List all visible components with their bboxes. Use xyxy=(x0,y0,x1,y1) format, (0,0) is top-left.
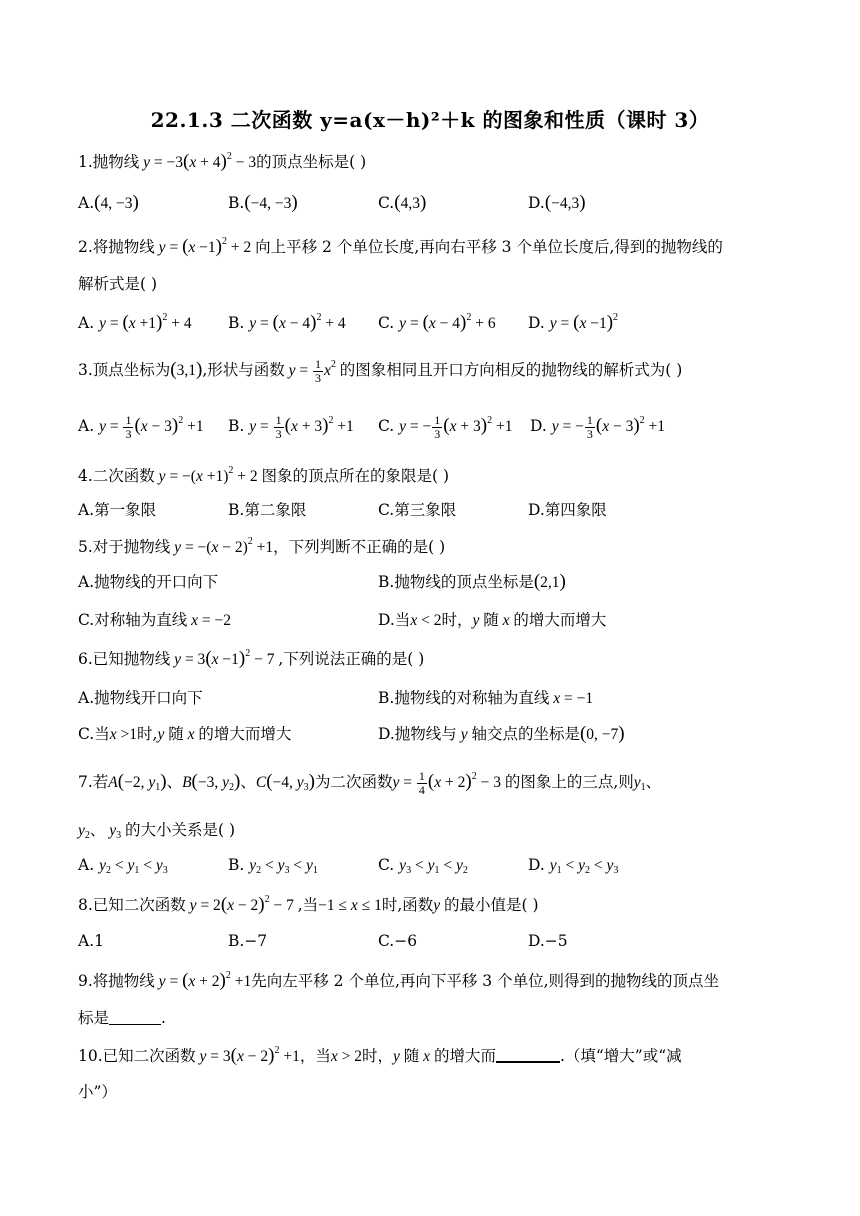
question-3-option-d[interactable]: D. y = − $\frac{1}{3}$ $(x - 3)^2 +1$ xyxy=(530,413,666,441)
question-2-option-d[interactable]: D. $y = (x -1)^2$ xyxy=(528,312,619,333)
question-9-stem: 9.将抛物线 $y = (x + 2)^2 +1$先向左平移 2 个单位,再向下平移 3 个单位,则得到的抛物线的顶点坐 xyxy=(78,970,720,991)
question-4-option-d[interactable]: D.第四象限 xyxy=(528,501,607,519)
question-9-answer-blank[interactable] xyxy=(109,1008,161,1025)
question-6-option-c[interactable]: C.当x >1时,y 随 x 的增大而增大 xyxy=(78,725,292,743)
page-title: 22.1.3 二次函数 y=a(x－h)²＋k 的图象和性质（课时 3） xyxy=(150,108,710,132)
question-8-stem: 8.已知二次函数 $y = 2(x - 2)^2 - 7$ ,当−1 ≤ x ≤ 1时,函数y 的最小值是( ) xyxy=(78,894,539,915)
question-6-option-d[interactable]: D.抛物线与 y 轴交点的坐标是(0, −7) xyxy=(378,723,625,744)
question-3-option-c[interactable]: C. y = − $\frac{1}{3}$ $(x + 3)^2 +1$ xyxy=(378,413,513,441)
question-10-stem-line2: 小”） xyxy=(78,1083,117,1101)
question-1-option-d[interactable]: D.(−4,3) xyxy=(528,192,586,213)
question-8-option-d[interactable]: D.−5 xyxy=(528,932,568,950)
question-5-option-b[interactable]: B.抛物线的顶点坐标是(2,1) xyxy=(378,571,566,592)
question-2-option-a[interactable]: A. $y = (x +1)^2 + 4$ xyxy=(78,312,192,333)
question-7-option-c[interactable]: C. $y_3 < y_1 < y_2$ xyxy=(378,856,468,876)
question-5-option-c[interactable]: C.对称轴为直线 x = −2 xyxy=(78,611,231,629)
question-7-stem-line2: $y_2$、 $y_3$ 的大小关系是( ) xyxy=(78,821,236,841)
question-2-stem-line2: 解析式是( ) xyxy=(78,275,158,293)
question-8-option-b[interactable]: B.−7 xyxy=(228,932,268,950)
question-10-stem: 10.已知二次函数 $y = 3(x - 2)^2 +1$，当x > 2时，y 随 x 的增大而 .（填“增大”或“减 xyxy=(78,1045,682,1066)
question-2-option-b[interactable]: B. $y = (x - 4)^2 + 4$ xyxy=(228,312,346,333)
question-2-option-c[interactable]: C. $y = (x - 4)^2 + 6$ xyxy=(378,312,496,333)
question-6-option-a[interactable]: A.抛物线开口向下 xyxy=(78,689,203,707)
question-7-option-b[interactable]: B. $y_2 < y_3 < y_1$ xyxy=(228,856,318,876)
question-9-stem-line2: 标是 . xyxy=(78,1009,166,1027)
question-5-stem: 5.对于抛物线 $y = -(x - 2)^2 +1$，下列判断不正确的是( ) xyxy=(78,536,446,556)
question-10-answer-blank[interactable] xyxy=(496,1045,560,1063)
question-1-option-a[interactable]: A.(4, −3) xyxy=(78,192,139,213)
question-3-option-b[interactable]: B. y = $\frac{1}{3}$ $(x + 3)^2 +1$ xyxy=(228,413,354,441)
question-2-stem: 2.将抛物线 $y = (x -1)^2 + 2$ 向上平移 2 个单位长度,再向右平移 3 个单位长度后,得到的抛物线的 xyxy=(78,236,723,257)
question-4-option-a[interactable]: A.第一象限 xyxy=(78,501,157,519)
question-7-stem: 7.若A(−2, $y_1$)、B(−3, $y_2$)、C(−4, $y_3$)为二次函数y = $\frac{1}{4}$ $(x + 2)^2 - 3$ 的图象上的三点,则$y_1$、 xyxy=(78,769,662,797)
question-4-stem: 4.二次函数 $y = -(x +1)^2 + 2$ 图象的顶点所在的象限是( ) xyxy=(78,465,450,485)
question-1-option-b[interactable]: B.(−4, −3) xyxy=(228,192,298,213)
question-1-stem: 1.抛物线 $y = -3(x + 4)^2 - 3$的顶点坐标是( ) xyxy=(78,151,367,172)
question-1-option-c[interactable]: C.(4,3) xyxy=(378,192,427,213)
question-4-option-c[interactable]: C.第三象限 xyxy=(378,501,457,519)
question-5-option-a[interactable]: A.抛物线的开口向下 xyxy=(78,573,219,591)
question-7-option-a[interactable]: A. $y_2 < y_1 < y_3$ xyxy=(78,856,168,876)
question-5-option-d[interactable]: D.当x < 2时，y 随 x 的增大而增大 xyxy=(378,611,607,629)
question-6-option-b[interactable]: B.抛物线的对称轴为直线 x = −1 xyxy=(378,689,594,707)
question-6-stem: 6.已知抛物线 $y = 3(x -1)^2 - 7$ ,下列说法正确的是( ) xyxy=(78,648,425,669)
question-8-option-c[interactable]: C.−6 xyxy=(378,932,418,950)
question-7-option-d[interactable]: D. $y_1 < y_2 < y_3$ xyxy=(528,856,619,876)
question-3-stem: 3.顶点坐标为(3,1),形状与函数 y = $\frac{1}{3}$ $x^2$ 的图象相同且开口方向相反的抛物线的解析式为( ) xyxy=(78,357,683,385)
question-4-option-b[interactable]: B.第二象限 xyxy=(228,501,307,519)
question-8-option-a[interactable]: A.1 xyxy=(78,932,104,950)
question-3-option-a[interactable]: A. y = $\frac{1}{3}$ $(x - 3)^2 +1$ xyxy=(78,413,204,441)
